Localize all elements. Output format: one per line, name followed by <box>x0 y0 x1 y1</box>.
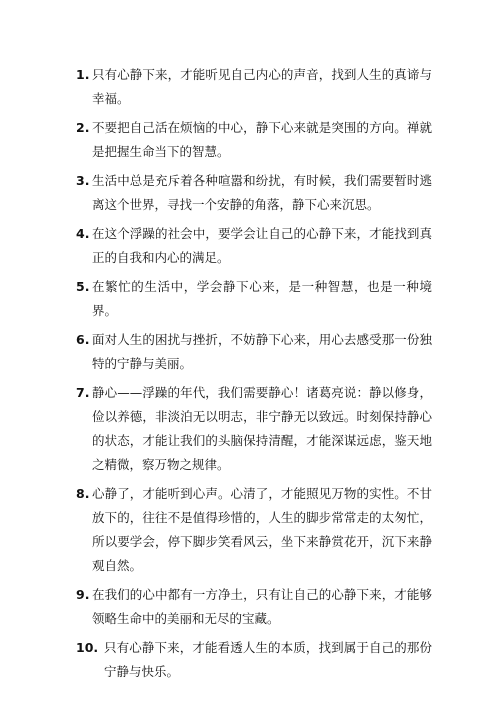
item-number: 1. <box>76 67 90 82</box>
list-item <box>76 636 432 684</box>
item-text: 在繁忙的生活中，学会静下心来，是一种智慧，也是一种境界。 <box>92 279 432 318</box>
item-number: 2. <box>76 120 90 135</box>
item-number: 10. <box>76 640 99 655</box>
item-number: 7. <box>76 385 90 400</box>
item-text: 在这个浮躁的社会中，要学会让自己的心静下来，才能找到真正的自我和内心的满足。 <box>92 226 432 265</box>
item-text: 不要把自己活在烦恼的中心，静下心来就是突围的方向。禅就是把握生命当下的智慧。 <box>92 120 432 159</box>
item-text: 在我们的心中都有一方净土，只有让自己的心静下来，才能够领略生命中的美丽和无尽的宝藏。 <box>92 587 432 626</box>
quote-list <box>76 63 432 689</box>
list-item <box>76 275 432 323</box>
item-number: 8. <box>76 486 90 501</box>
item-text: 心静了，才能听到心声。心清了，才能照见万物的实性。不甘放下的，往往不是值得珍惜的，人生的脚步常常走的太匆忙，所以要学会，停下脚步笑看风云，坐下来静赏花开，沉下来静观自然。 <box>92 486 432 573</box>
item-number: 3. <box>76 173 90 188</box>
list-item <box>76 116 432 164</box>
item-text: 生活中总是充斥着各种喧嚣和纷扰，有时候，我们需要暂时逃离这个世界，寻找一个安静的角落，静下心来沉思。 <box>92 173 432 212</box>
list-item <box>76 169 432 217</box>
item-text: 面对人生的困扰与挫折，不妨静下心来，用心去感受那一份独特的宁静与美丽。 <box>92 332 432 371</box>
list-item <box>76 583 432 631</box>
item-number: 5. <box>76 279 90 294</box>
list-item <box>76 222 432 270</box>
list-item <box>76 328 432 376</box>
list-item <box>76 381 432 477</box>
item-number: 4. <box>76 226 90 241</box>
list-item <box>76 63 432 111</box>
item-number: 6. <box>76 332 90 347</box>
item-text: 静心——浮躁的年代，我们需要静心！诸葛亮说：静以修身，俭以养德，非淡泊无以明志，非宁静无以致远。时刻保持静心的状态，才能让我们的头脑保持清醒，才能深谋远虑，鉴天地之精微，察万物之规律。 <box>92 385 432 472</box>
item-text: 只有心静下来，才能听见自己内心的声音，找到人生的真谛与幸福。 <box>92 67 432 106</box>
item-number: 9. <box>76 587 90 602</box>
item-text: 只有心静下来，才能看透人生的本质，找到属于自己的那份宁静与快乐。 <box>104 640 432 679</box>
list-item <box>76 482 432 578</box>
